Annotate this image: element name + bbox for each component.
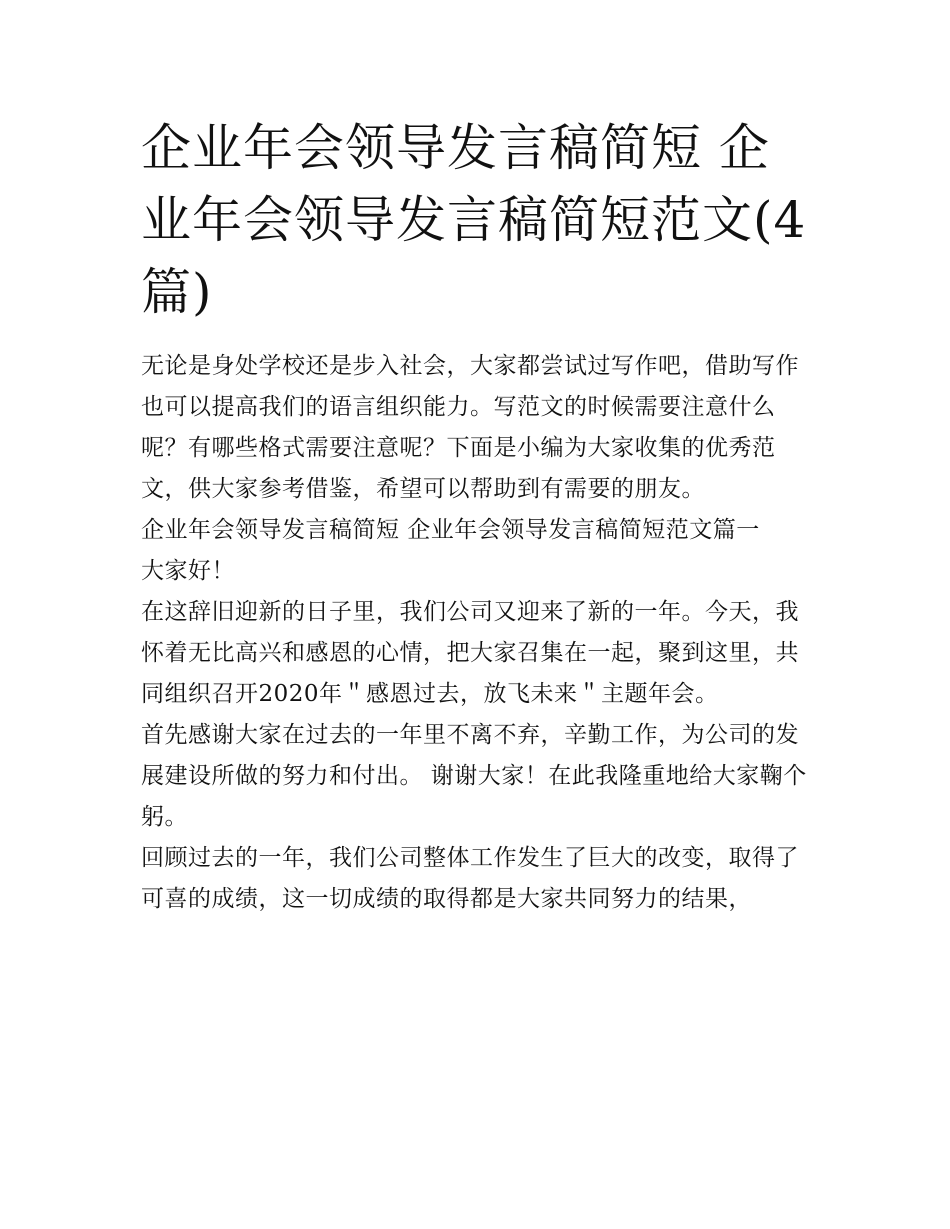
document-title: 企业年会领导发言稿简短 企业年会领导发言稿简短范文(4篇)	[141, 119, 807, 321]
intro-paragraph: 无论是身处学校还是步入社会，大家都尝试过写作吧，借助写作也可以提高我们的语言组织能力。写范文的时候需要注意什么呢？有哪些格式需要注意呢？下面是小编为大家收集的优秀范文，供大家参考借鉴，希望可以帮助到有需要的朋友。	[141, 353, 799, 502]
body-paragraph: 在这辞旧迎新的日子里，我们公司又迎来了新的一年。今天，我怀着无比高兴和感恩的心情，把大家召集在一起，聚到这里，共同组织召开2020年＂感恩过去，放飞未来＂主题年会。	[141, 599, 799, 707]
document-page	[141, 112, 813, 920]
body-paragraph: 回顾过去的一年，我们公司整体工作发生了巨大的改变，取得了可喜的成绩，这一切成绩的取得都是大家共同努力的结果，	[141, 845, 799, 912]
greeting-paragraph: 大家好！	[141, 558, 235, 584]
section-heading: 企业年会领导发言稿简短 企业年会领导发言稿简短范文篇一	[141, 517, 760, 543]
body-paragraph: 首先感谢大家在过去的一年里不离不弃，辛勤工作，为公司的发展建设所做的努力和付出。 谢谢大家！在此我隆重地给大家鞠个躬。	[141, 722, 807, 830]
document-body	[141, 346, 813, 920]
